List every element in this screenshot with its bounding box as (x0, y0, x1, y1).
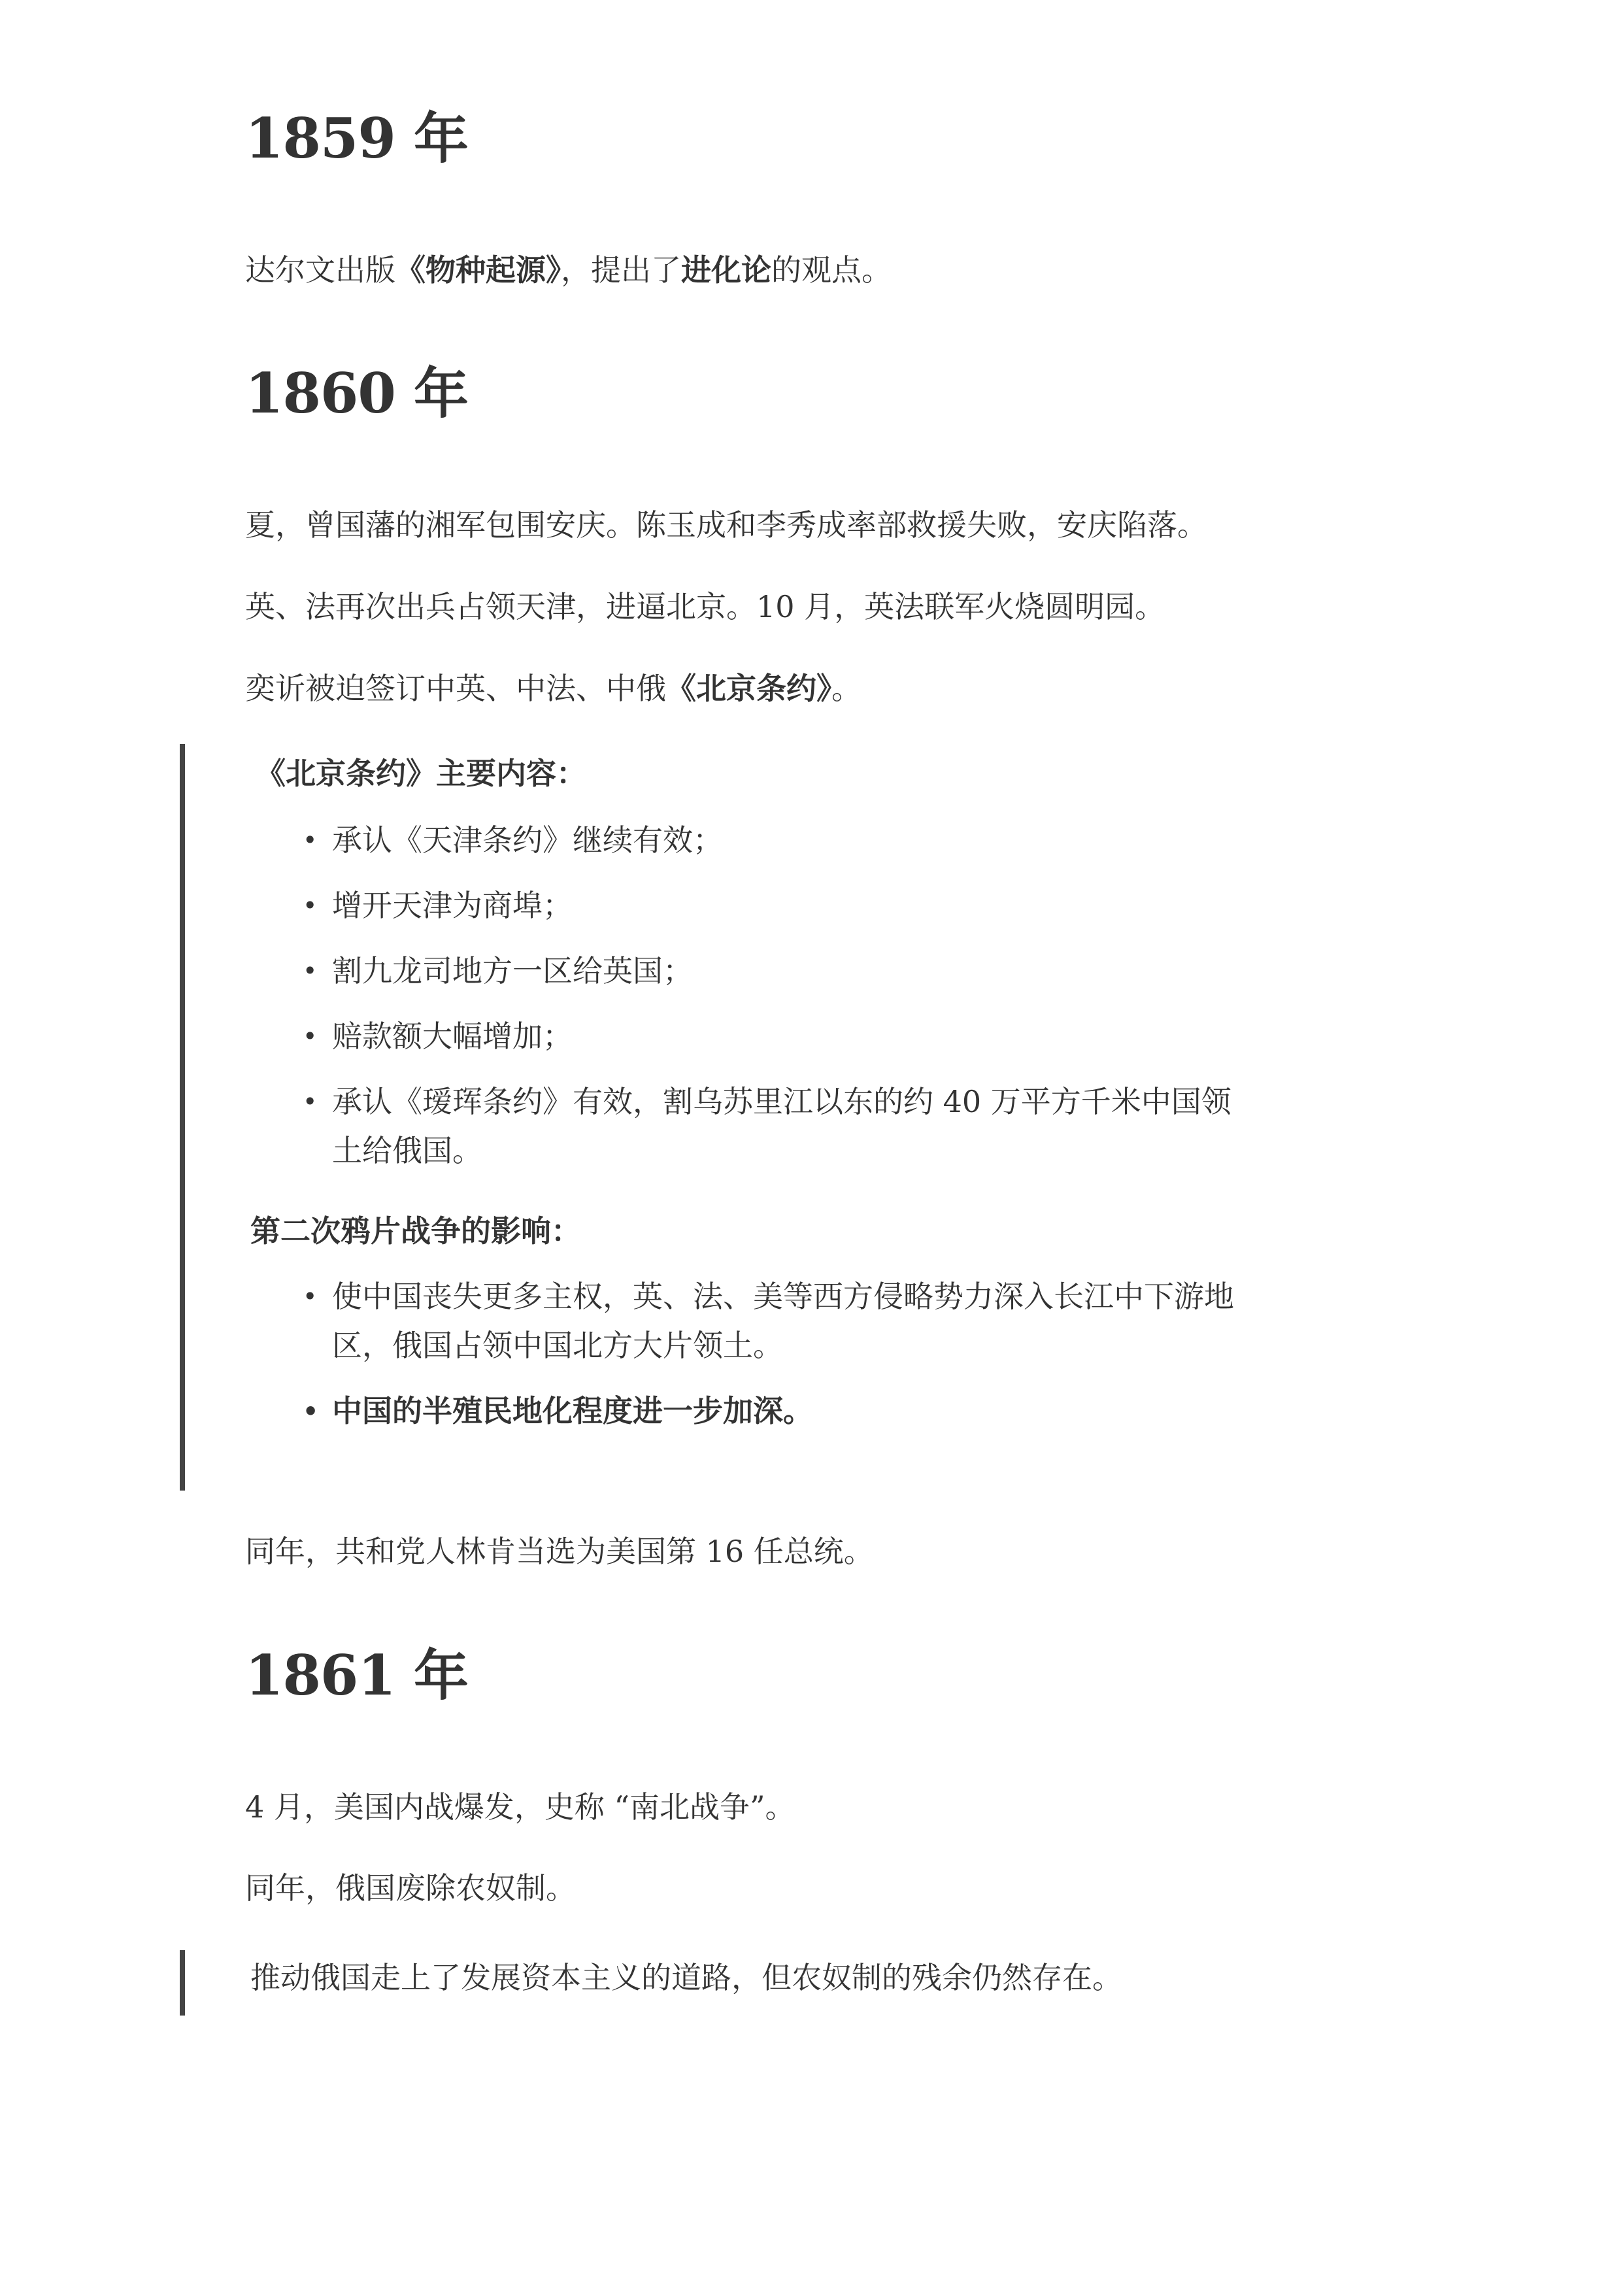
quote-heading-text: 《北京条约》主要内容： (256, 756, 586, 791)
text-segment: 奕䜣被迫签订中英、中法、中俄 (245, 671, 666, 706)
list-treaty-content (250, 816, 1254, 1175)
list-item: • 承认《天津条约》继续有效； (250, 816, 1254, 881)
bold-book-title: 《物种起源》 (395, 252, 561, 288)
list-war-impact (250, 1272, 1254, 1436)
quote-heading-text: 第二次鸦片战争的影响： (250, 1213, 581, 1249)
list-item: • 赔款额大幅增加； (250, 1012, 1254, 1077)
list-item: • 增开天津为商埠； (250, 881, 1254, 947)
paragraph-serfdom: 同年，俄国废除农奴制。 (245, 1870, 576, 1906)
bold-term: 进化论 (681, 252, 771, 288)
text-segment: ，提出了 (561, 252, 681, 288)
text-segment: 。 (831, 671, 862, 706)
quote-heading-treaty-content (256, 754, 586, 793)
quote-serfdom-text: 推动俄国走上了发展资本主义的道路，但农奴制的残余仍然存在。 (250, 1960, 1122, 1995)
list-item: • 中国的半殖民地化程度进一步加深。 (250, 1387, 1254, 1436)
bold-treaty-title: 《北京条约》 (666, 671, 831, 706)
blockquote-treaty (180, 744, 1324, 1491)
heading-1859: 1859 年 (245, 106, 469, 171)
paragraph-lincoln: 同年，共和党人林肯当选为美国第 16 任总统。 (245, 1534, 874, 1569)
blockquote-serfdom (180, 1950, 1324, 2016)
heading-1860: 1860 年 (245, 361, 469, 426)
paragraph-treaty-signing (245, 669, 862, 708)
list-item: • 割九龙司地方一区给英国； (250, 947, 1254, 1012)
paragraph-civil-war: 4 月，美国内战爆发，史称 “南北战争”。 (245, 1789, 795, 1825)
text-segment: 达尔文出版 (245, 252, 395, 288)
list-item: • 承认《瑷珲条约》有效，割乌苏里江以东的约 40 万平方千米中国领土给俄国。 (250, 1077, 1254, 1175)
heading-1861: 1861 年 (245, 1643, 469, 1708)
quote-heading-war-impact (250, 1211, 581, 1251)
paragraph-anqing: 夏，曾国藩的湘军包围安庆。陈玉成和李秀成率部救援失败，安庆陷落。 (245, 507, 1207, 543)
list-item: • 使中国丧失更多主权，英、法、美等西方侵略势力深入长江中下游地区，俄国占领中国北方大片领土。 (250, 1272, 1254, 1387)
paragraph-darwin (245, 250, 892, 290)
text-segment: 的观点。 (771, 252, 892, 288)
paragraph-beijing-occupation: 英、法再次出兵占领天津，进逼北京。10 月，英法联军火烧圆明园。 (245, 589, 1165, 624)
